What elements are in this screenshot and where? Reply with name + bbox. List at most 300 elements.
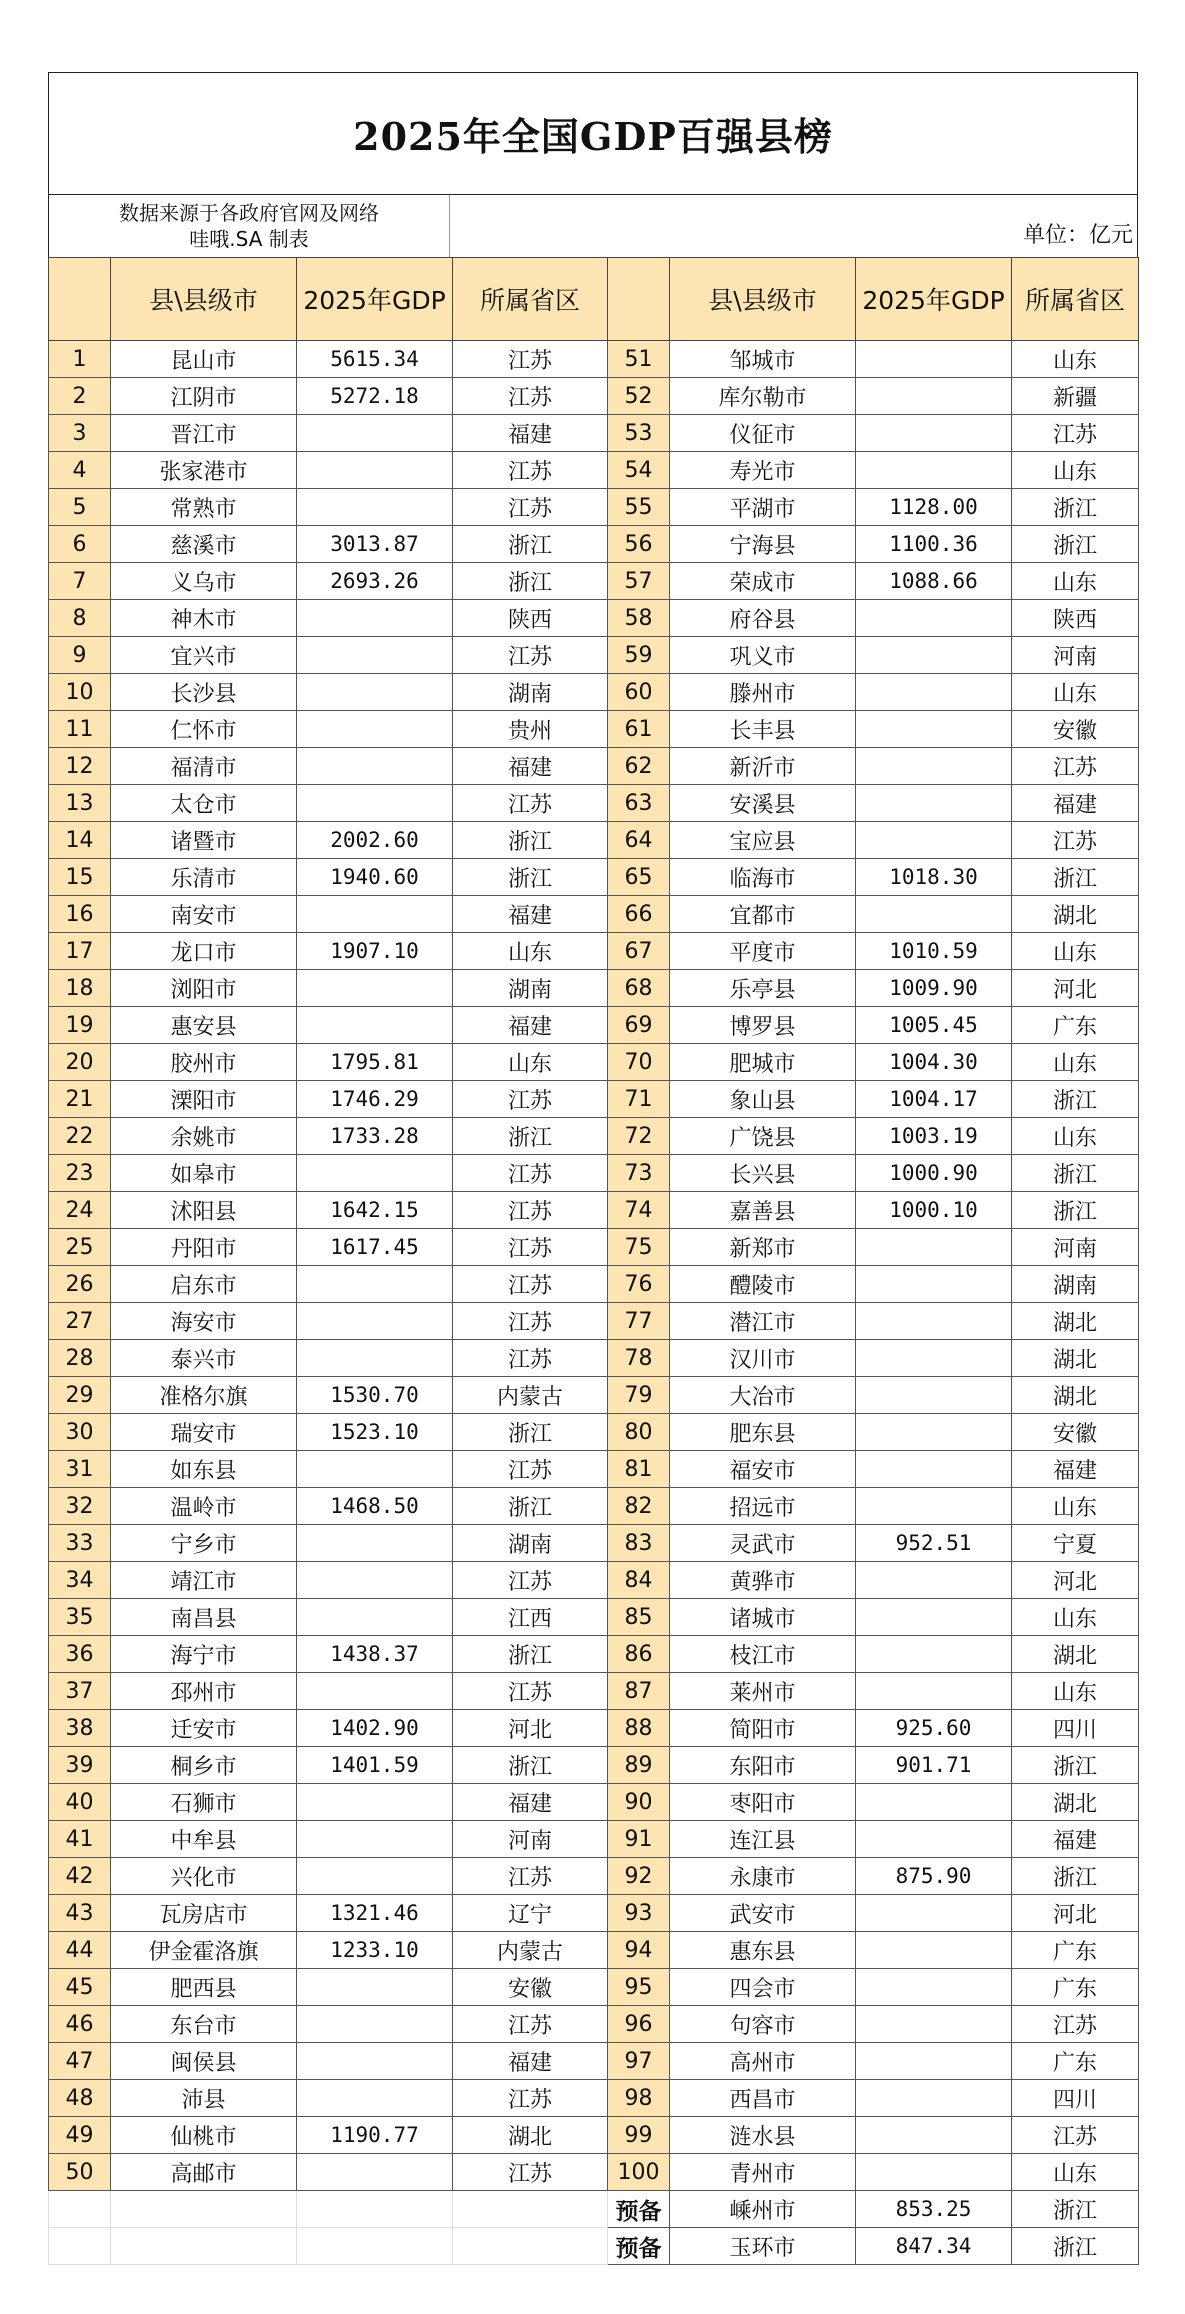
province-cell: 江苏: [1012, 415, 1139, 452]
province-cell: 江苏: [453, 1673, 608, 1710]
county-name-cell: 江阴市: [111, 378, 297, 415]
table-row: [49, 1192, 1139, 1229]
province-cell: 浙江: [453, 1414, 608, 1451]
province-cell: 湖北: [1012, 1377, 1139, 1414]
gdp-value-cell: [297, 2154, 453, 2191]
table-row: [49, 1488, 1139, 1525]
blank-cell: [297, 2191, 453, 2228]
province-cell: 山东: [453, 933, 608, 970]
table-row: [49, 2117, 1139, 2154]
province-cell: 浙江: [1012, 1155, 1139, 1192]
province-cell: 广东: [1012, 2043, 1139, 2080]
county-name-cell: 仙桃市: [111, 2117, 297, 2154]
rank-cell: 77: [608, 1303, 670, 1340]
table-row: [49, 748, 1139, 785]
rank-cell: 42: [49, 1858, 111, 1895]
province-cell: 江苏: [453, 1155, 608, 1192]
province-cell: 广东: [1012, 1932, 1139, 1969]
rank-cell: 69: [608, 1007, 670, 1044]
gdp-value-cell: [297, 2006, 453, 2043]
gdp-value-cell: [297, 1562, 453, 1599]
rank-cell: 11: [49, 711, 111, 748]
rank-cell: 预备: [608, 2228, 670, 2265]
province-cell: 山东: [453, 1044, 608, 1081]
rank-cell: 28: [49, 1340, 111, 1377]
county-name-cell: 福安市: [670, 1451, 856, 1488]
gdp-value-cell: 1233.10: [297, 1932, 453, 1969]
gdp-value-cell: [297, 785, 453, 822]
gdp-value-cell: 2002.60: [297, 822, 453, 859]
table-row: [49, 637, 1139, 674]
gdp-value-cell: [297, 1821, 453, 1858]
gdp-value-cell: 925.60: [856, 1710, 1012, 1747]
gdp-value-cell: [856, 1377, 1012, 1414]
province-cell: 江苏: [1012, 2117, 1139, 2154]
rank-cell: 79: [608, 1377, 670, 1414]
province-cell: 浙江: [453, 563, 608, 600]
table-row: [49, 1636, 1139, 1673]
rank-cell: 90: [608, 1784, 670, 1821]
province-cell: 湖北: [1012, 896, 1139, 933]
table-row: [49, 1377, 1139, 1414]
rank-cell: 53: [608, 415, 670, 452]
table-row: [49, 933, 1139, 970]
county-name-cell: 宜都市: [670, 896, 856, 933]
gdp-value-cell: [297, 1340, 453, 1377]
gdp-header-right: 2025年GDP: [856, 258, 1012, 341]
gdp-value-cell: 1018.30: [856, 859, 1012, 896]
county-name-cell: 宜兴市: [111, 637, 297, 674]
blank-cell: [111, 2191, 297, 2228]
rank-cell: 82: [608, 1488, 670, 1525]
county-name-cell: 寿光市: [670, 452, 856, 489]
county-name-cell: 沛县: [111, 2080, 297, 2117]
table-row: [49, 2154, 1139, 2191]
gdp-value-cell: 1438.37: [297, 1636, 453, 1673]
county-name-cell: 沭阳县: [111, 1192, 297, 1229]
gdp-value-cell: 1004.17: [856, 1081, 1012, 1118]
gdp-value-cell: [297, 1007, 453, 1044]
rank-cell: 99: [608, 2117, 670, 2154]
gdp-value-cell: [856, 1784, 1012, 1821]
county-name-cell: 长兴县: [670, 1155, 856, 1192]
province-cell: 浙江: [1012, 1858, 1139, 1895]
gdp-value-cell: [856, 1340, 1012, 1377]
province-cell: 山东: [1012, 933, 1139, 970]
gdp-value-cell: [856, 1932, 1012, 1969]
county-name-cell: 高州市: [670, 2043, 856, 2080]
rank-cell: 96: [608, 2006, 670, 2043]
county-name-cell: 宝应县: [670, 822, 856, 859]
county-name-cell: 巩义市: [670, 637, 856, 674]
rank-cell: 70: [608, 1044, 670, 1081]
gdp-value-cell: 1530.70: [297, 1377, 453, 1414]
gdp-value-cell: [297, 452, 453, 489]
rank-cell: 35: [49, 1599, 111, 1636]
source-note: [49, 195, 450, 257]
gdp-value-cell: [297, 1525, 453, 1562]
table-row: [49, 1266, 1139, 1303]
rank-cell: 22: [49, 1118, 111, 1155]
gdp-value-cell: 1000.90: [856, 1155, 1012, 1192]
gdp-value-cell: [856, 1821, 1012, 1858]
county-name-cell: 荣成市: [670, 563, 856, 600]
gdp-value-cell: [856, 1266, 1012, 1303]
province-cell: 江苏: [453, 785, 608, 822]
gdp-value-cell: 1795.81: [297, 1044, 453, 1081]
county-name-cell: 招远市: [670, 1488, 856, 1525]
province-cell: 山东: [1012, 1044, 1139, 1081]
county-name-cell: 潜江市: [670, 1303, 856, 1340]
province-cell: 河北: [453, 1710, 608, 1747]
table-row: [49, 674, 1139, 711]
county-name-cell: 平度市: [670, 933, 856, 970]
province-cell: 浙江: [1012, 1747, 1139, 1784]
table-row: [49, 1007, 1139, 1044]
rank-cell: 52: [608, 378, 670, 415]
county-name-cell: 启东市: [111, 1266, 297, 1303]
table-row: [49, 563, 1139, 600]
rank-cell: 75: [608, 1229, 670, 1266]
gdp-value-cell: 847.34: [856, 2228, 1012, 2265]
rank-cell: 5: [49, 489, 111, 526]
rank-cell: 58: [608, 600, 670, 637]
province-cell: 江苏: [453, 1451, 608, 1488]
province-cell: 福建: [453, 2043, 608, 2080]
county-name-cell: 乐亭县: [670, 970, 856, 1007]
rank-cell: 88: [608, 1710, 670, 1747]
table-row: [49, 341, 1139, 378]
province-cell: 河北: [1012, 970, 1139, 1007]
gdp-value-cell: [297, 637, 453, 674]
gdp-ranking-sheet: [48, 72, 1138, 2265]
county-name-cell: 醴陵市: [670, 1266, 856, 1303]
header-row: [49, 258, 1139, 341]
county-name-cell: 肥城市: [670, 1044, 856, 1081]
info-row: [48, 194, 1138, 257]
county-name-cell: 福清市: [111, 748, 297, 785]
gdp-value-cell: [856, 785, 1012, 822]
gdp-value-cell: 901.71: [856, 1747, 1012, 1784]
gdp-value-cell: 1617.45: [297, 1229, 453, 1266]
province-cell: 山东: [1012, 563, 1139, 600]
county-name-cell: 闽侯县: [111, 2043, 297, 2080]
rank-cell: 18: [49, 970, 111, 1007]
rank-cell: 29: [49, 1377, 111, 1414]
rank-cell: 43: [49, 1895, 111, 1932]
gdp-value-cell: [297, 1599, 453, 1636]
province-cell: 湖北: [1012, 1340, 1139, 1377]
county-name-cell: 靖江市: [111, 1562, 297, 1599]
table-row: [49, 2043, 1139, 2080]
county-name-cell: 莱州市: [670, 1673, 856, 1710]
province-cell: 江苏: [453, 1562, 608, 1599]
county-name-cell: 平湖市: [670, 489, 856, 526]
rank-cell: 45: [49, 1969, 111, 2006]
source-line-2: 哇哦.SA 制表: [189, 227, 309, 251]
rank-cell: 56: [608, 526, 670, 563]
gdp-value-cell: 1523.10: [297, 1414, 453, 1451]
county-name-cell: 伊金霍洛旗: [111, 1932, 297, 1969]
rank-cell: 65: [608, 859, 670, 896]
gdp-value-cell: 853.25: [856, 2191, 1012, 2228]
table-row: [49, 1340, 1139, 1377]
blank-cell: [453, 2228, 608, 2265]
county-name-cell: 迁安市: [111, 1710, 297, 1747]
county-name-cell: 桐乡市: [111, 1747, 297, 1784]
gdp-value-cell: [856, 1636, 1012, 1673]
gdp-value-cell: [297, 1266, 453, 1303]
gdp-value-cell: [856, 1562, 1012, 1599]
province-cell: 湖北: [1012, 1784, 1139, 1821]
gdp-value-cell: [856, 2006, 1012, 2043]
rank-cell: 36: [49, 1636, 111, 1673]
rank-cell: 72: [608, 1118, 670, 1155]
county-name-cell: 准格尔旗: [111, 1377, 297, 1414]
county-name-cell: 玉环市: [670, 2228, 856, 2265]
table-row: [49, 452, 1139, 489]
rank-cell: 13: [49, 785, 111, 822]
table-row: [49, 1525, 1139, 1562]
county-name-cell: 枣阳市: [670, 1784, 856, 1821]
rank-cell: 50: [49, 2154, 111, 2191]
rank-cell: 74: [608, 1192, 670, 1229]
rank-cell: 59: [608, 637, 670, 674]
gdp-value-cell: 1733.28: [297, 1118, 453, 1155]
province-cell: 湖北: [453, 2117, 608, 2154]
province-cell: 山东: [1012, 1673, 1139, 1710]
province-cell: 浙江: [453, 859, 608, 896]
province-cell: 江苏: [453, 2080, 608, 2117]
province-header-right: 所属省区: [1012, 258, 1139, 341]
county-name-cell: 黄骅市: [670, 1562, 856, 1599]
rank-cell: 98: [608, 2080, 670, 2117]
rank-cell: 16: [49, 896, 111, 933]
gdp-value-cell: 1401.59: [297, 1747, 453, 1784]
county-name-cell: 东台市: [111, 2006, 297, 2043]
table-row: [49, 2006, 1139, 2043]
province-cell: 陕西: [1012, 600, 1139, 637]
province-cell: 广东: [1012, 1007, 1139, 1044]
province-cell: 江苏: [453, 2154, 608, 2191]
rank-cell: 62: [608, 748, 670, 785]
gdp-value-cell: [856, 1673, 1012, 1710]
gdp-value-cell: [297, 1451, 453, 1488]
gdp-value-cell: 3013.87: [297, 526, 453, 563]
table-row: [49, 1081, 1139, 1118]
county-name-cell: 瑞安市: [111, 1414, 297, 1451]
province-cell: 山东: [1012, 452, 1139, 489]
province-cell: 安徽: [453, 1969, 608, 2006]
province-cell: 浙江: [1012, 2191, 1139, 2228]
reserve-row: [49, 2191, 1139, 2228]
rank-cell: 44: [49, 1932, 111, 1969]
rank-header-left: [49, 258, 111, 341]
blank-cell: [453, 2191, 608, 2228]
gdp-value-cell: 5615.34: [297, 341, 453, 378]
rank-cell: 67: [608, 933, 670, 970]
rank-cell: 93: [608, 1895, 670, 1932]
gdp-value-cell: 1321.46: [297, 1895, 453, 1932]
county-name-cell: 常熟市: [111, 489, 297, 526]
county-name-cell: 海宁市: [111, 1636, 297, 1673]
gdp-value-cell: [856, 1229, 1012, 1266]
province-cell: 江苏: [453, 637, 608, 674]
table-row: [49, 1858, 1139, 1895]
gdp-value-cell: [856, 748, 1012, 785]
province-cell: 浙江: [1012, 1192, 1139, 1229]
province-cell: 江苏: [453, 1303, 608, 1340]
province-cell: 浙江: [1012, 2228, 1139, 2265]
gdp-value-cell: [856, 378, 1012, 415]
county-name-cell: 中牟县: [111, 1821, 297, 1858]
table-row: [49, 2080, 1139, 2117]
province-cell: 福建: [453, 748, 608, 785]
table-row: [49, 1414, 1139, 1451]
gdp-value-cell: 1000.10: [856, 1192, 1012, 1229]
gdp-value-cell: [856, 1303, 1012, 1340]
table-row: [49, 1562, 1139, 1599]
gdp-value-cell: [856, 2117, 1012, 2154]
gdp-value-cell: 1940.60: [297, 859, 453, 896]
rank-cell: 21: [49, 1081, 111, 1118]
province-cell: 江西: [453, 1599, 608, 1636]
county-name-cell: 神木市: [111, 600, 297, 637]
province-header-left: 所属省区: [453, 258, 608, 341]
blank-cell: [49, 2191, 111, 2228]
rank-cell: 31: [49, 1451, 111, 1488]
county-name-cell: 慈溪市: [111, 526, 297, 563]
county-name-cell: 长丰县: [670, 711, 856, 748]
table-row: [49, 859, 1139, 896]
province-cell: 江苏: [453, 489, 608, 526]
rank-cell: 61: [608, 711, 670, 748]
gdp-value-cell: [856, 1895, 1012, 1932]
gdp-value-cell: [297, 600, 453, 637]
county-name-cell: 库尔勒市: [670, 378, 856, 415]
gdp-value-cell: [856, 896, 1012, 933]
gdp-value-cell: [297, 1858, 453, 1895]
province-cell: 陕西: [453, 600, 608, 637]
county-name-cell: 新郑市: [670, 1229, 856, 1266]
county-name-cell: 新沂市: [670, 748, 856, 785]
gdp-value-cell: [856, 1969, 1012, 2006]
table-row: [49, 1044, 1139, 1081]
gdp-value-cell: [856, 1488, 1012, 1525]
province-cell: 湖南: [453, 970, 608, 1007]
province-cell: 内蒙古: [453, 1932, 608, 1969]
county-name-cell: 惠安县: [111, 1007, 297, 1044]
county-name-cell: 张家港市: [111, 452, 297, 489]
table-row: [49, 378, 1139, 415]
rank-cell: 60: [608, 674, 670, 711]
rank-cell: 71: [608, 1081, 670, 1118]
county-name-cell: 博罗县: [670, 1007, 856, 1044]
county-name-cell: 肥东县: [670, 1414, 856, 1451]
rank-cell: 25: [49, 1229, 111, 1266]
table-row: [49, 785, 1139, 822]
province-cell: 湖南: [1012, 1266, 1139, 1303]
county-name-cell: 武安市: [670, 1895, 856, 1932]
province-cell: 江苏: [1012, 2006, 1139, 2043]
rank-cell: 68: [608, 970, 670, 1007]
rank-cell: 10: [49, 674, 111, 711]
gdp-value-cell: [297, 1673, 453, 1710]
table-row: [49, 1451, 1139, 1488]
gdp-value-cell: [297, 748, 453, 785]
province-cell: 湖南: [453, 1525, 608, 1562]
table-row: [49, 1155, 1139, 1192]
province-cell: 河北: [1012, 1562, 1139, 1599]
county-name-cell: 龙口市: [111, 933, 297, 970]
province-cell: 江苏: [453, 2006, 608, 2043]
county-name-cell: 嵊州市: [670, 2191, 856, 2228]
rank-header-right: [608, 258, 670, 341]
province-cell: 辽宁: [453, 1895, 608, 1932]
unit-note: [450, 195, 1137, 257]
province-cell: 河北: [1012, 1895, 1139, 1932]
gdp-value-cell: 1009.90: [856, 970, 1012, 1007]
rank-cell: 83: [608, 1525, 670, 1562]
rank-cell: 48: [49, 2080, 111, 2117]
rank-cell: 23: [49, 1155, 111, 1192]
table-row: [49, 1673, 1139, 1710]
gdp-value-cell: [297, 2080, 453, 2117]
province-cell: 浙江: [453, 822, 608, 859]
gdp-value-cell: 1907.10: [297, 933, 453, 970]
rank-cell: 41: [49, 1821, 111, 1858]
province-cell: 贵州: [453, 711, 608, 748]
county-name-cell: 海安市: [111, 1303, 297, 1340]
county-name-cell: 西昌市: [670, 2080, 856, 2117]
county-name-cell: 汉川市: [670, 1340, 856, 1377]
county-name-cell: 灵武市: [670, 1525, 856, 1562]
gdp-value-cell: [856, 2080, 1012, 2117]
rank-cell: 47: [49, 2043, 111, 2080]
rank-cell: 26: [49, 1266, 111, 1303]
province-cell: 福建: [453, 1007, 608, 1044]
rank-cell: 55: [608, 489, 670, 526]
gdp-value-cell: 1088.66: [856, 563, 1012, 600]
province-cell: 江苏: [453, 1229, 608, 1266]
gdp-value-cell: 5272.18: [297, 378, 453, 415]
rank-cell: 84: [608, 1562, 670, 1599]
province-cell: 江苏: [453, 452, 608, 489]
rank-cell: 1: [49, 341, 111, 378]
rank-cell: 27: [49, 1303, 111, 1340]
gdp-value-cell: [856, 600, 1012, 637]
rank-cell: 预备: [608, 2191, 670, 2228]
county-name-cell: 丹阳市: [111, 1229, 297, 1266]
gdp-value-cell: [297, 1303, 453, 1340]
county-name-cell: 晋江市: [111, 415, 297, 452]
province-cell: 河南: [1012, 637, 1139, 674]
county-name-cell: 南昌县: [111, 1599, 297, 1636]
province-cell: 山东: [1012, 341, 1139, 378]
rank-cell: 8: [49, 600, 111, 637]
province-cell: 湖北: [1012, 1303, 1139, 1340]
province-cell: 江苏: [453, 1858, 608, 1895]
county-name-cell: 邹城市: [670, 341, 856, 378]
unit-label: 单位：亿元: [1022, 223, 1133, 248]
province-cell: 江苏: [1012, 748, 1139, 785]
gdp-value-cell: [297, 489, 453, 526]
blank-cell: [49, 2228, 111, 2265]
province-cell: 内蒙古: [453, 1377, 608, 1414]
county-name-cell: 嘉善县: [670, 1192, 856, 1229]
rank-cell: 46: [49, 2006, 111, 2043]
province-cell: 湖北: [1012, 1636, 1139, 1673]
